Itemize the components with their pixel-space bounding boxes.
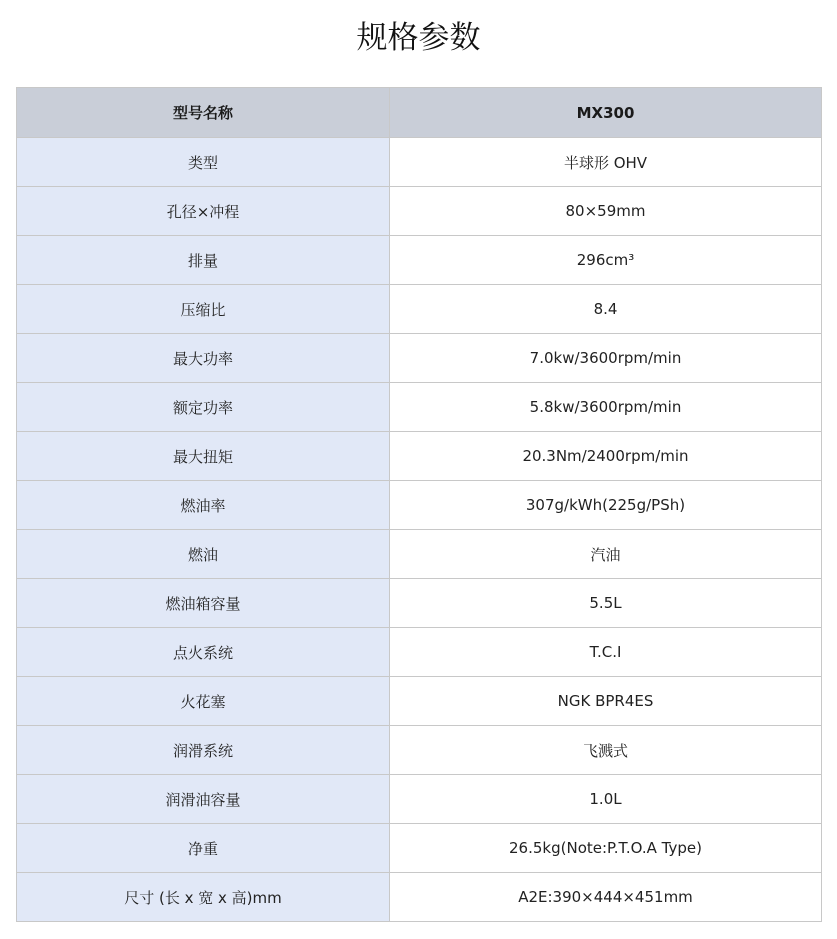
spec-label-cell: 最大功率 bbox=[17, 334, 390, 383]
table-row bbox=[17, 775, 822, 824]
table-row bbox=[17, 726, 822, 775]
spec-label-cell: 孔径×冲程 bbox=[17, 187, 390, 236]
spec-value-cell: 汽油 bbox=[390, 530, 822, 579]
spec-label-cell: 火花塞 bbox=[17, 677, 390, 726]
table-row bbox=[17, 677, 822, 726]
table-header-row bbox=[17, 88, 822, 138]
spec-value-cell: 飞溅式 bbox=[390, 726, 822, 775]
table-row bbox=[17, 432, 822, 481]
table-row bbox=[17, 236, 822, 285]
spec-label-cell: 润滑系统 bbox=[17, 726, 390, 775]
header-value-cell: MX300 bbox=[390, 88, 822, 138]
spec-value-cell: 26.5kg(Note:P.T.O.A Type) bbox=[390, 824, 822, 873]
spec-value-cell: 307g/kWh(225g/PSh) bbox=[390, 481, 822, 530]
table-row bbox=[17, 873, 822, 922]
spec-value-cell: 1.0L bbox=[390, 775, 822, 824]
spec-label-cell: 尺寸 (长 x 宽 x 高)mm bbox=[17, 873, 390, 922]
spec-value-cell: 80×59mm bbox=[390, 187, 822, 236]
spec-value-cell: 5.8kw/3600rpm/min bbox=[390, 383, 822, 432]
table-row bbox=[17, 383, 822, 432]
spec-value-cell: A2E:390×444×451mm bbox=[390, 873, 822, 922]
spec-table bbox=[16, 87, 822, 922]
table-row bbox=[17, 138, 822, 187]
table-row bbox=[17, 824, 822, 873]
spec-label-cell: 燃油箱容量 bbox=[17, 579, 390, 628]
table-row bbox=[17, 285, 822, 334]
page-title: 规格参数 bbox=[356, 20, 481, 56]
spec-value-cell: 5.5L bbox=[390, 579, 822, 628]
spec-label-cell: 最大扭矩 bbox=[17, 432, 390, 481]
table-row bbox=[17, 530, 822, 579]
table-row bbox=[17, 579, 822, 628]
spec-value-cell: T.C.I bbox=[390, 628, 822, 677]
spec-label-cell: 额定功率 bbox=[17, 383, 390, 432]
table-row bbox=[17, 628, 822, 677]
spec-value-cell: 半球形 OHV bbox=[390, 138, 822, 187]
spec-label-cell: 净重 bbox=[17, 824, 390, 873]
spec-table-body bbox=[17, 138, 822, 922]
spec-label-cell: 燃油 bbox=[17, 530, 390, 579]
spec-label-cell: 润滑油容量 bbox=[17, 775, 390, 824]
spec-value-cell: 7.0kw/3600rpm/min bbox=[390, 334, 822, 383]
spec-label-cell: 压缩比 bbox=[17, 285, 390, 334]
spec-label-cell: 排量 bbox=[17, 236, 390, 285]
spec-label-cell: 类型 bbox=[17, 138, 390, 187]
spec-label-cell: 燃油率 bbox=[17, 481, 390, 530]
spec-value-cell: 8.4 bbox=[390, 285, 822, 334]
spec-label-cell: 点火系统 bbox=[17, 628, 390, 677]
table-row bbox=[17, 187, 822, 236]
table-row bbox=[17, 334, 822, 383]
spec-value-cell: 296cm³ bbox=[390, 236, 822, 285]
table-row bbox=[17, 481, 822, 530]
spec-value-cell: NGK BPR4ES bbox=[390, 677, 822, 726]
header-label-cell: 型号名称 bbox=[17, 88, 390, 138]
spec-value-cell: 20.3Nm/2400rpm/min bbox=[390, 432, 822, 481]
